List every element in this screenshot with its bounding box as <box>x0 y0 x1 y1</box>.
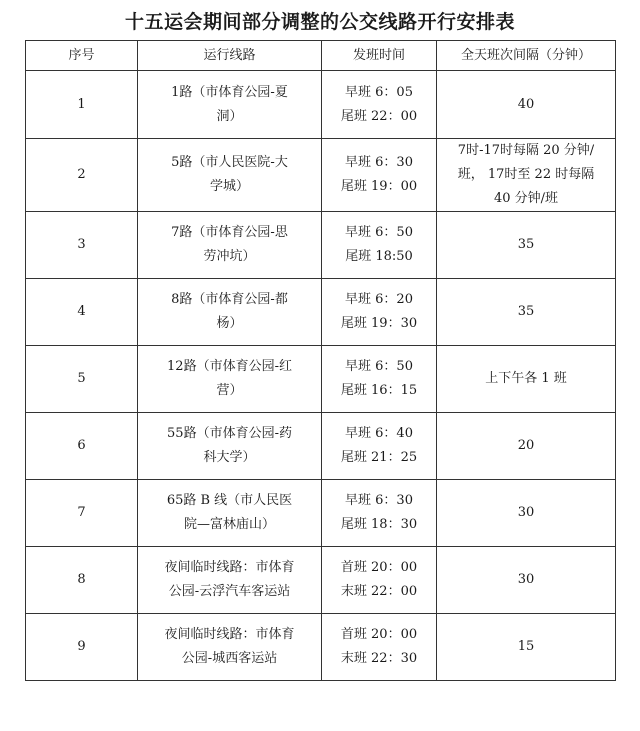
row-number: 7 <box>26 480 138 547</box>
departure-time-cell-line: 早班 6：05 <box>345 84 413 100</box>
row-number: 5 <box>26 346 138 413</box>
route-cell-line: 院—富林庙山） <box>183 517 275 532</box>
route-cell-line: 洞） <box>216 108 243 124</box>
route-cell-line: 55路（市体育公园-药 <box>167 426 292 441</box>
departure-time-cell-line: 尾班 21：25 <box>340 450 418 465</box>
header-interval: 全天班次间隔（分钟） <box>437 41 616 71</box>
departure-time-cell <box>322 279 437 346</box>
route-cell-line: 科大学） <box>203 450 256 465</box>
interval-cell <box>437 480 616 547</box>
departure-time-cell-line: 早班 6：20 <box>345 292 413 307</box>
interval-cell-line: 40 <box>517 96 535 112</box>
interval-cell <box>437 212 616 279</box>
table-row <box>26 547 616 614</box>
route-cell-line: 杨） <box>216 316 243 331</box>
route-cell-line: 8路（市体育公园-都 <box>171 292 288 307</box>
header-departure-time: 发班时间 <box>322 41 437 71</box>
route-cell <box>138 547 322 614</box>
bus-schedule-table <box>25 40 616 681</box>
route-cell-line: 夜间临时线路：市体育 <box>164 627 295 642</box>
table-row <box>26 614 616 681</box>
route-cell <box>138 71 322 139</box>
interval-cell <box>437 547 616 614</box>
departure-time-cell-line: 尾班 22：00 <box>340 108 418 124</box>
interval-cell-line: 7时-17时每隔 20 分钟/ <box>457 143 595 158</box>
interval-cell <box>437 139 616 212</box>
interval-cell-line: 20 <box>517 438 535 453</box>
departure-time-cell-line: 尾班 16：15 <box>340 383 418 398</box>
row-number: 8 <box>26 547 138 614</box>
departure-time-cell-line: 首班 20：00 <box>340 560 418 575</box>
route-cell-line: 学城） <box>209 179 249 194</box>
route-cell <box>138 346 322 413</box>
interval-cell-line: 30 <box>517 572 535 587</box>
departure-time-cell-line: 早班 6：40 <box>345 426 413 441</box>
departure-time-cell <box>322 71 437 139</box>
interval-cell-line: 班， 17时至 22 时每隔 <box>457 167 595 182</box>
row-number: 4 <box>26 279 138 346</box>
route-cell-line: 1路（市体育公园-夏 <box>171 84 288 100</box>
interval-cell <box>437 279 616 346</box>
row-number: 9 <box>26 614 138 681</box>
route-cell-line: 公园-云浮汽车客运站 <box>168 584 291 599</box>
departure-time-cell-line: 尾班 19：30 <box>340 316 418 331</box>
departure-time-cell-line: 尾班 18:50 <box>345 249 413 264</box>
route-cell <box>138 279 322 346</box>
departure-time-cell <box>322 413 437 480</box>
table-row <box>26 279 616 346</box>
departure-time-cell <box>322 480 437 547</box>
table-row <box>26 413 616 480</box>
route-cell <box>138 413 322 480</box>
table-header-row <box>26 41 616 71</box>
route-cell-line: 公园-城西客运站 <box>181 651 278 666</box>
departure-time-cell <box>322 547 437 614</box>
route-cell-line: 12路（市体育公园-红 <box>167 359 292 374</box>
departure-time-cell-line: 早班 6：30 <box>345 155 413 170</box>
interval-cell-line: 15 <box>517 639 535 654</box>
departure-time-cell <box>322 139 437 212</box>
departure-time-cell-line: 早班 6：30 <box>345 493 413 508</box>
interval-cell-line: 30 <box>517 505 535 520</box>
departure-time-cell-line: 尾班 18：30 <box>340 517 418 532</box>
table-row <box>26 480 616 547</box>
interval-cell-line: 上下午各 1 班 <box>485 371 567 386</box>
row-number: 2 <box>26 139 138 212</box>
route-cell <box>138 139 322 212</box>
interval-cell <box>437 71 616 139</box>
departure-time-cell-line: 首班 20：00 <box>340 627 418 642</box>
route-cell <box>138 212 322 279</box>
table-row <box>26 346 616 413</box>
departure-time-cell <box>322 346 437 413</box>
departure-time-cell-line: 早班 6：50 <box>345 225 413 240</box>
route-cell-line: 营） <box>216 383 243 398</box>
document-title: 十五运会期间部分调整的公交线路开行安排表 <box>124 11 515 33</box>
interval-cell <box>437 413 616 480</box>
route-cell-line: 夜间临时线路：市体育 <box>164 560 295 575</box>
row-number: 1 <box>26 71 138 139</box>
table-row <box>26 212 616 279</box>
route-cell-line: 劳冲坑） <box>203 249 256 264</box>
interval-cell <box>437 614 616 681</box>
departure-time-cell-line: 尾班 19：00 <box>340 179 418 194</box>
route-cell-line: 7路（市体育公园-思 <box>171 225 288 240</box>
interval-cell-line: 35 <box>517 237 535 252</box>
header-number: 序号 <box>26 41 138 71</box>
departure-time-cell <box>322 212 437 279</box>
table-row <box>26 71 616 139</box>
interval-cell <box>437 346 616 413</box>
route-cell <box>138 614 322 681</box>
table-row <box>26 139 616 212</box>
route-cell-line: 65路 B 线（市人民医 <box>166 493 293 508</box>
departure-time-cell-line: 早班 6：50 <box>345 359 413 374</box>
header-route: 运行线路 <box>138 41 322 71</box>
route-cell <box>138 480 322 547</box>
departure-time-cell-line: 末班 22：30 <box>340 651 418 666</box>
route-cell-line: 5路（市人民医院-大 <box>171 155 288 170</box>
interval-cell-line: 40 分钟/班 <box>493 191 559 206</box>
interval-cell-line: 35 <box>517 304 535 319</box>
departure-time-cell <box>322 614 437 681</box>
departure-time-cell-line: 末班 22：00 <box>340 584 418 599</box>
row-number: 3 <box>26 212 138 279</box>
row-number: 6 <box>26 413 138 480</box>
